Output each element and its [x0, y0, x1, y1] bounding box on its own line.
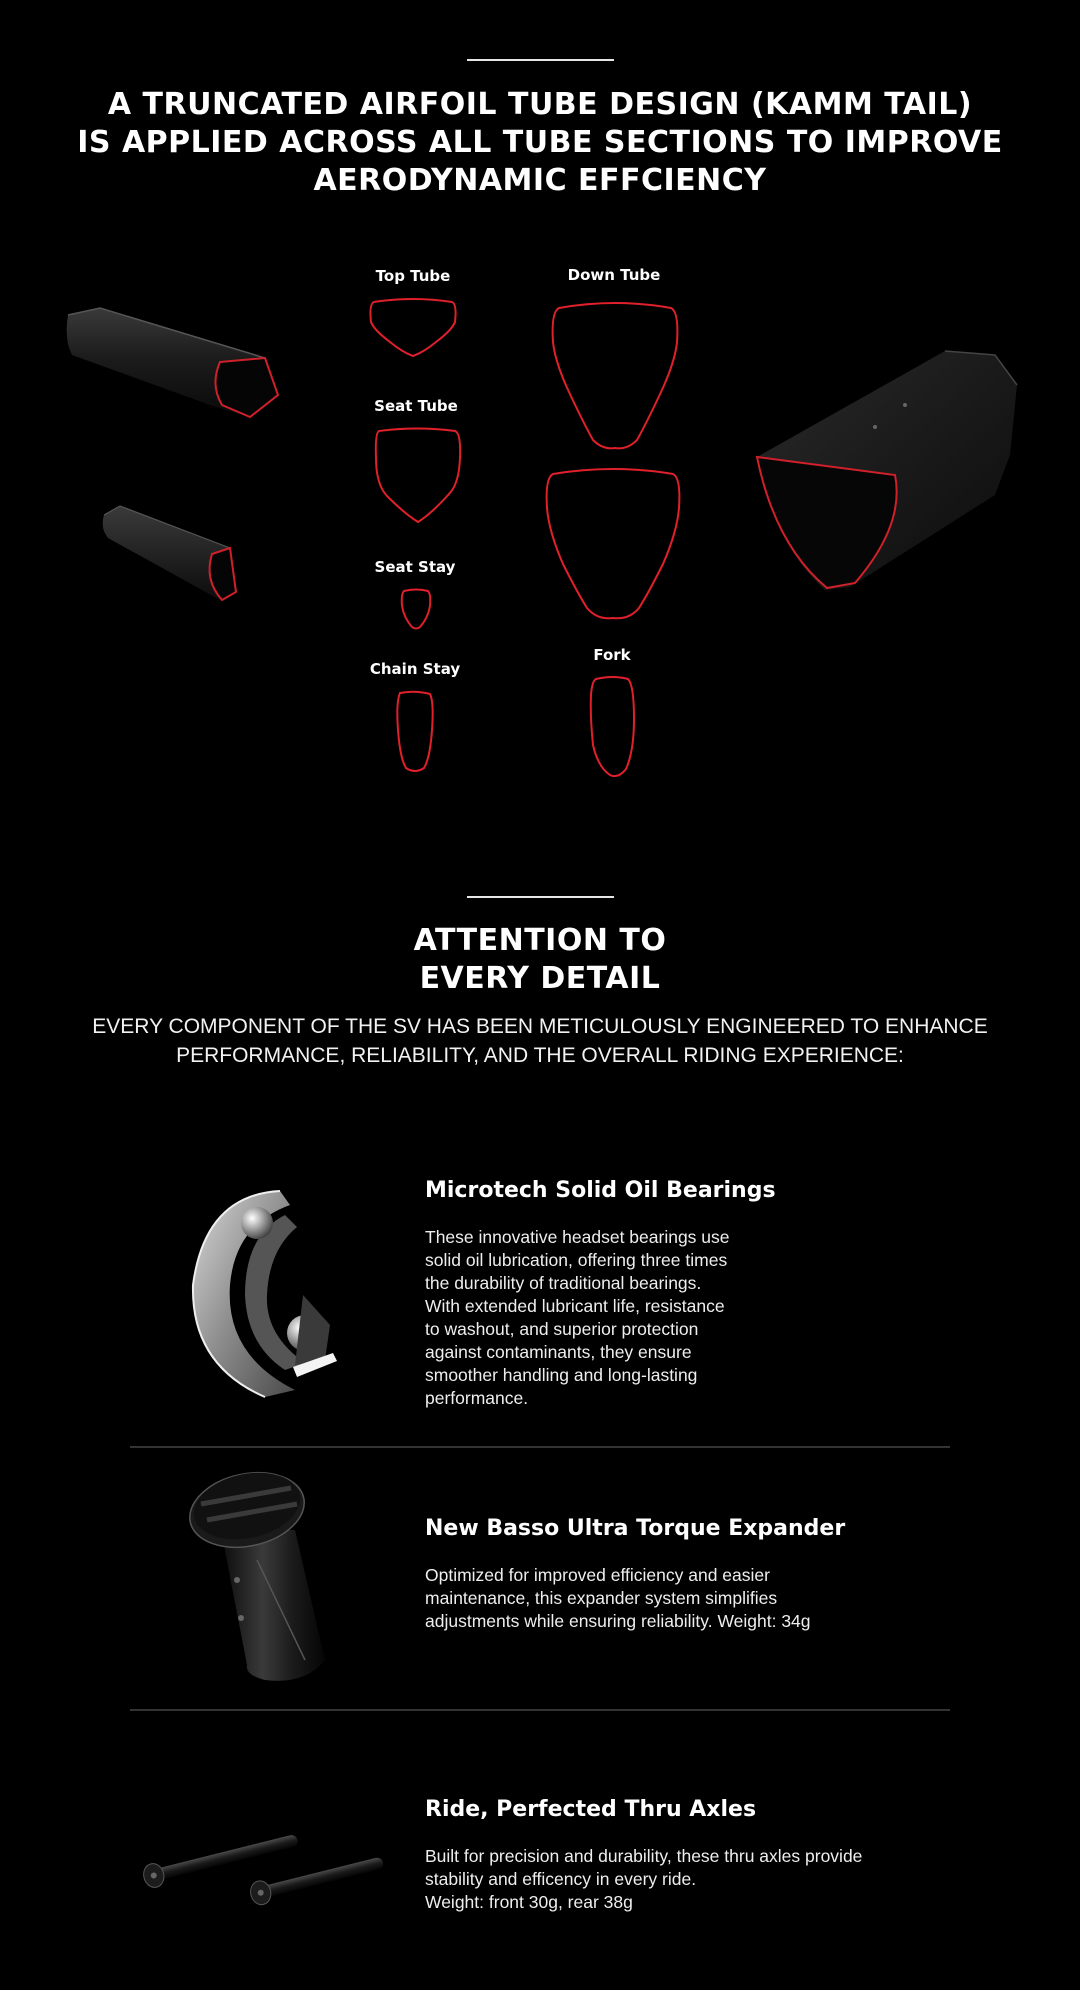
section-divider-detail [467, 896, 614, 898]
expander-image [185, 1470, 335, 1685]
seat-stay-render-image [100, 500, 240, 610]
detail-headline-line1: ATTENTION TO [413, 923, 667, 958]
fork-profile [588, 675, 638, 779]
thru-axles-image [140, 1815, 390, 1915]
top-tube-label: Top Tube [375, 267, 451, 285]
detail-intro-line2: PERFORMANCE, RELIABILITY, AND THE OVERALL RIDING EXPERIENCE: [176, 1044, 904, 1067]
top-tube-render-image [60, 300, 290, 430]
detail-headline-line2: EVERY DETAIL [419, 961, 661, 996]
feature-body-expander: Optimized for improved efficiency and easier maintenance, this expander system simplifies adjustments while ensuring reliability. Weight: 34g [425, 1565, 811, 1631]
feature-body-thru-axles: Built for precision and durability, these thru axles provide stability and efficency in every ride. Weight: front 30g, rear 38g [425, 1846, 863, 1912]
down-tube-profile-upper [551, 302, 679, 450]
aero-headline [0, 86, 1080, 200]
down-tube-render-image [755, 345, 1020, 595]
section-divider-top [467, 59, 614, 61]
seat-tube-label: Seat Tube [374, 397, 458, 415]
detail-intro [60, 1012, 1020, 1070]
aero-headline-line3: AERODYNAMIC EFFCIENCY [313, 163, 767, 198]
chain-stay-label: Chain Stay [369, 660, 461, 678]
aero-headline-line2: IS APPLIED ACROSS ALL TUBE SECTIONS TO IMPROVE [77, 125, 1003, 160]
seat-stay-profile [400, 588, 432, 630]
feature-divider-2 [130, 1709, 950, 1711]
aero-headline-line1: A TRUNCATED AIRFOIL TUBE DESIGN (KAMM TAIL) [107, 87, 973, 122]
detail-intro-line1: EVERY COMPONENT OF THE SV HAS BEEN METICULOUSLY ENGINEERED TO ENHANCE [92, 1015, 988, 1038]
feature-title-thru-axles: Ride, Perfected Thru Axles [425, 1797, 757, 1822]
bearing-image [185, 1185, 345, 1405]
top-tube-profile [368, 298, 458, 358]
feature-body-bearings: These innovative headset bearings use solid oil lubrication, offering three times the durability of traditional bearings. With extended lubricant life, resistance to washout, and superior protection against contaminants, they ensure smoother handling and long-lasting performance. [425, 1227, 730, 1408]
chain-stay-profile [394, 690, 436, 774]
feature-title-expander: New Basso Ultra Torque Expander [425, 1516, 846, 1541]
down-tube-profile-lower [545, 468, 681, 620]
fork-label: Fork [593, 646, 631, 664]
seat-stay-label: Seat Stay [374, 558, 456, 576]
detail-headline [0, 922, 1080, 998]
seat-tube-profile [373, 428, 463, 524]
feature-title-bearings: Microtech Solid Oil Bearings [425, 1178, 776, 1203]
down-tube-label: Down Tube [567, 266, 661, 284]
feature-divider-1 [130, 1446, 950, 1448]
